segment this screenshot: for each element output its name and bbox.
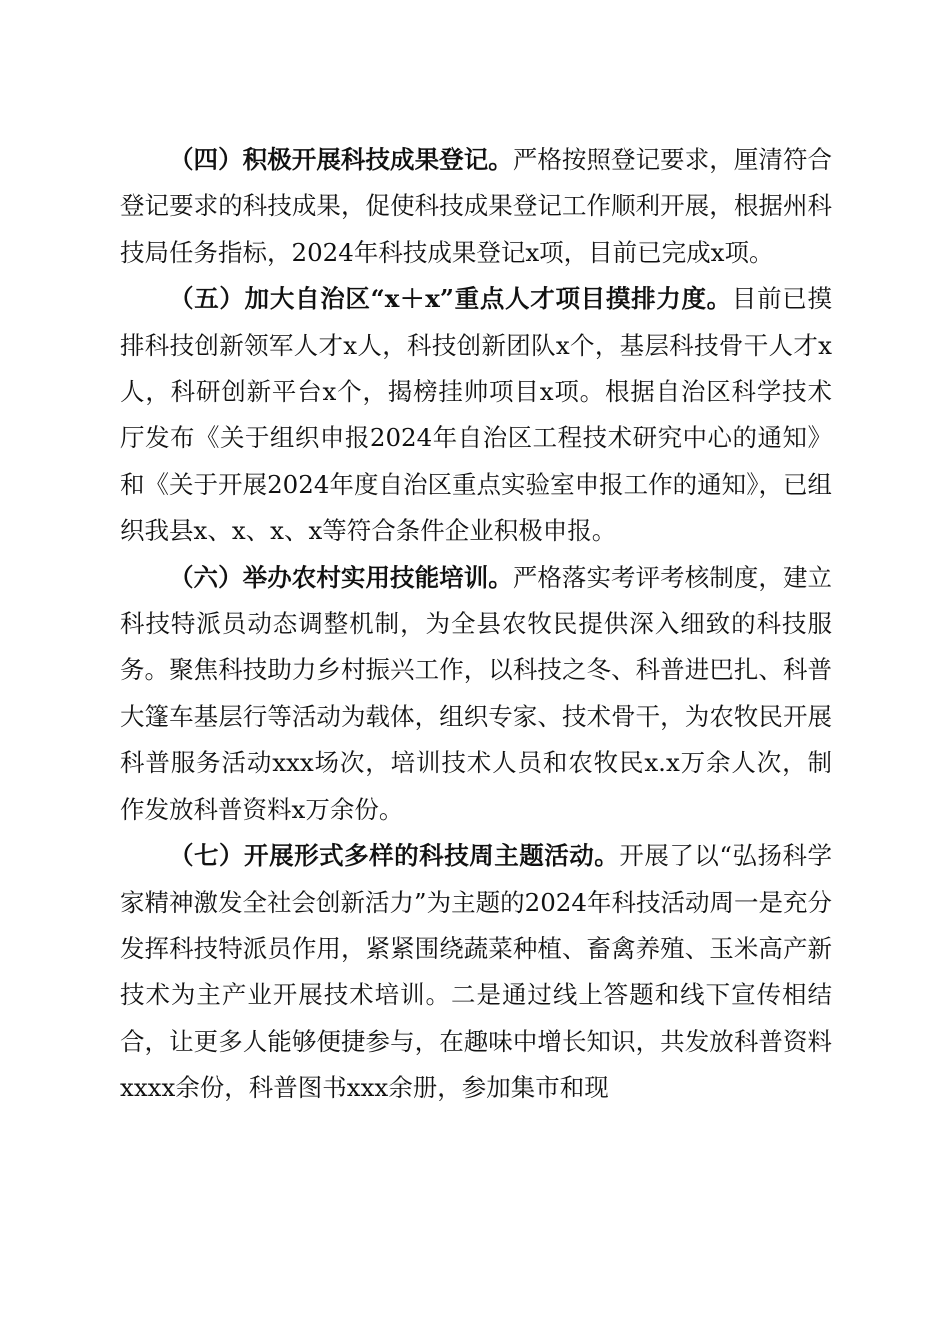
paragraph-7-heading: （七）开展形式多样的科技周主题活动。	[169, 841, 620, 871]
document-body	[120, 137, 832, 1112]
paragraph-4-body: 严格按照登记要求，厘清符合登记要求的科技成果，促使科技成果登记工作顺利开展，根据州科技局任务指标，2024年科技成果登记x项，目前已完成x项。	[120, 145, 833, 267]
paragraph-5-body: 目前已摸排科技创新领军人才x人，科技创新团队x个，基层科技骨干人才x人，科研创新平台x个，揭榜挂帅项目x项。根据自治区科学技术厅发布《关于组织申报2024年自治区工程技术研究中心的通知》和《关于开展2024年度自治区重点实验室申报工作的通知》，已组织我县x、x、x、x等符合条件企业积极申报。	[120, 284, 833, 546]
paragraph-6	[120, 555, 832, 833]
paragraph-7-body: 开展了以“弘扬科学家精神激发全社会创新活力”为主题的2024年科技活动周一是充分发挥科技特派员作用，紧紧围绕蔬菜种植、畜禽养殖、玉米高产新技术为主产业开展技术培训。二是通过线上答题和线下宣传相结合，让更多人能够便捷参与，在趣味中增长知识，共发放科普资料xxxx余份，科普图书xxx余册，参加集市和现	[120, 841, 832, 1103]
paragraph-7	[120, 833, 832, 1111]
paragraph-4-heading: （四）积极开展科技成果登记。	[169, 145, 513, 174]
paragraph-5	[120, 276, 832, 554]
paragraph-6-heading: （六）举办农村实用技能培训。	[169, 562, 513, 592]
paragraph-4	[120, 137, 832, 276]
paragraph-5-heading: （五）加大自治区“x＋x”重点人才项目摸排力度。	[169, 284, 732, 314]
paragraph-6-body: 严格落实考评考核制度，建立科技特派员动态调整机制，为全县农牧民提供深入细致的科技服务。聚焦科技助力乡村振兴工作，以科技之冬、科普进巴扎、科普大篷车基层行等活动为载体，组织专家、技术骨干，为农牧民开展科普服务活动xxx场次，培训技术人员和农牧民x.x万余人次，制作发放科普资料x万余份。	[120, 562, 833, 824]
